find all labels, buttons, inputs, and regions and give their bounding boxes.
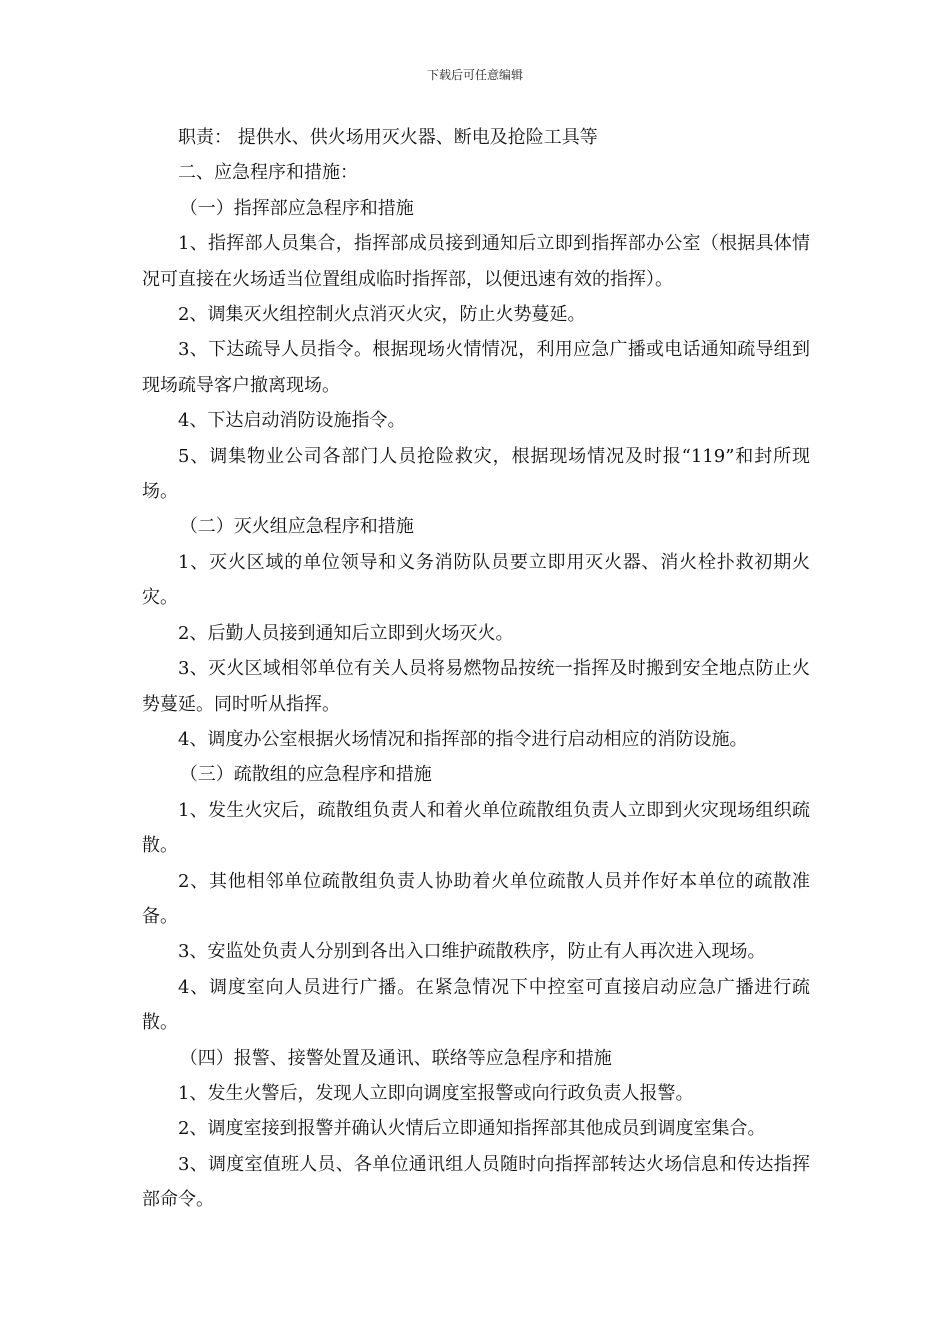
paragraph-duties: 职责： 提供水、供火场用灭火器、断电及抢险工具等	[178, 127, 598, 148]
list-item: 3、下达疏导人员指令。根据现场火情情况，利用应急广播或电话通知疏导组到现场疏导客户撤离现场。	[142, 339, 810, 396]
list-item: 2、其他相邻单位疏散组负责人协助着火单位疏散人员并作好本单位的疏散准备。	[142, 870, 810, 927]
subsection-heading-1: （一）指挥部应急程序和措施	[179, 197, 414, 219]
list-item: 4、调度室向人员进行广播。在紧急情况下中控室可直接启动应急广播进行疏散。	[142, 976, 810, 1034]
page-header-note: 下载后可任意编辑	[426, 68, 523, 82]
subsection-heading-2: （二）灭火组应急程序和措施	[179, 516, 414, 538]
section-heading-2: 二、应急程序和措施：	[178, 162, 358, 184]
subsection-heading-3: （三）疏散组的应急程序和措施	[179, 764, 432, 786]
list-item: 3、灭火区域相邻单位有关人员将易燃物品按统一指挥及时搬到安全地点防止火势蔓延。同时听从指挥。	[142, 658, 810, 715]
list-item: 2、调度室接到报警并确认火情后立即通知指挥部其他成员到调度室集合。	[178, 1118, 766, 1140]
document-body	[142, 120, 810, 1218]
list-item: 4、调度办公室根据火场情况和指挥部的指令进行启动相应的消防设施。	[178, 728, 748, 750]
list-item: 2、调集灭火组控制火点消灭火灾，防止火势蔓延。	[178, 304, 586, 326]
list-item: 5、调集物业公司各部门人员抢险救灾，根据现场情况及时报“119”和封所现场。	[142, 445, 810, 503]
list-item: 1、灭火区域的单位领导和义务消防队员要立即用灭火器、消火栓扑救初期火灾。	[142, 551, 810, 609]
list-item: 3、调度室值班人员、各单位通讯组人员随时向指挥部转达火场信息和传达指挥部命令。	[142, 1153, 810, 1211]
list-item: 1、发生火警后，发现人立即向调度室报警或向行政负责人报警。	[178, 1082, 694, 1104]
list-item: 1、指挥部人员集合，指挥部成员接到通知后立即到指挥部办公室（根据具体情况可直接在火场适当位置组成临时指挥部，以便迅速有效的指挥）。	[142, 233, 810, 290]
list-item: 3、安监处负责人分别到各出入口维护疏散秩序，防止有人再次进入现场。	[178, 941, 766, 963]
list-item: 4、下达启动消防设施指令。	[178, 410, 406, 432]
list-item: 1、发生火灾后，疏散组负责人和着火单位疏散组负责人立即到火灾现场组织疏散。	[142, 799, 810, 857]
list-item: 2、后勤人员接到通知后立即到火场灭火。	[178, 622, 514, 644]
subsection-heading-4: （四）报警、接警处置及通讯、联络等应急程序和措施	[179, 1047, 612, 1069]
